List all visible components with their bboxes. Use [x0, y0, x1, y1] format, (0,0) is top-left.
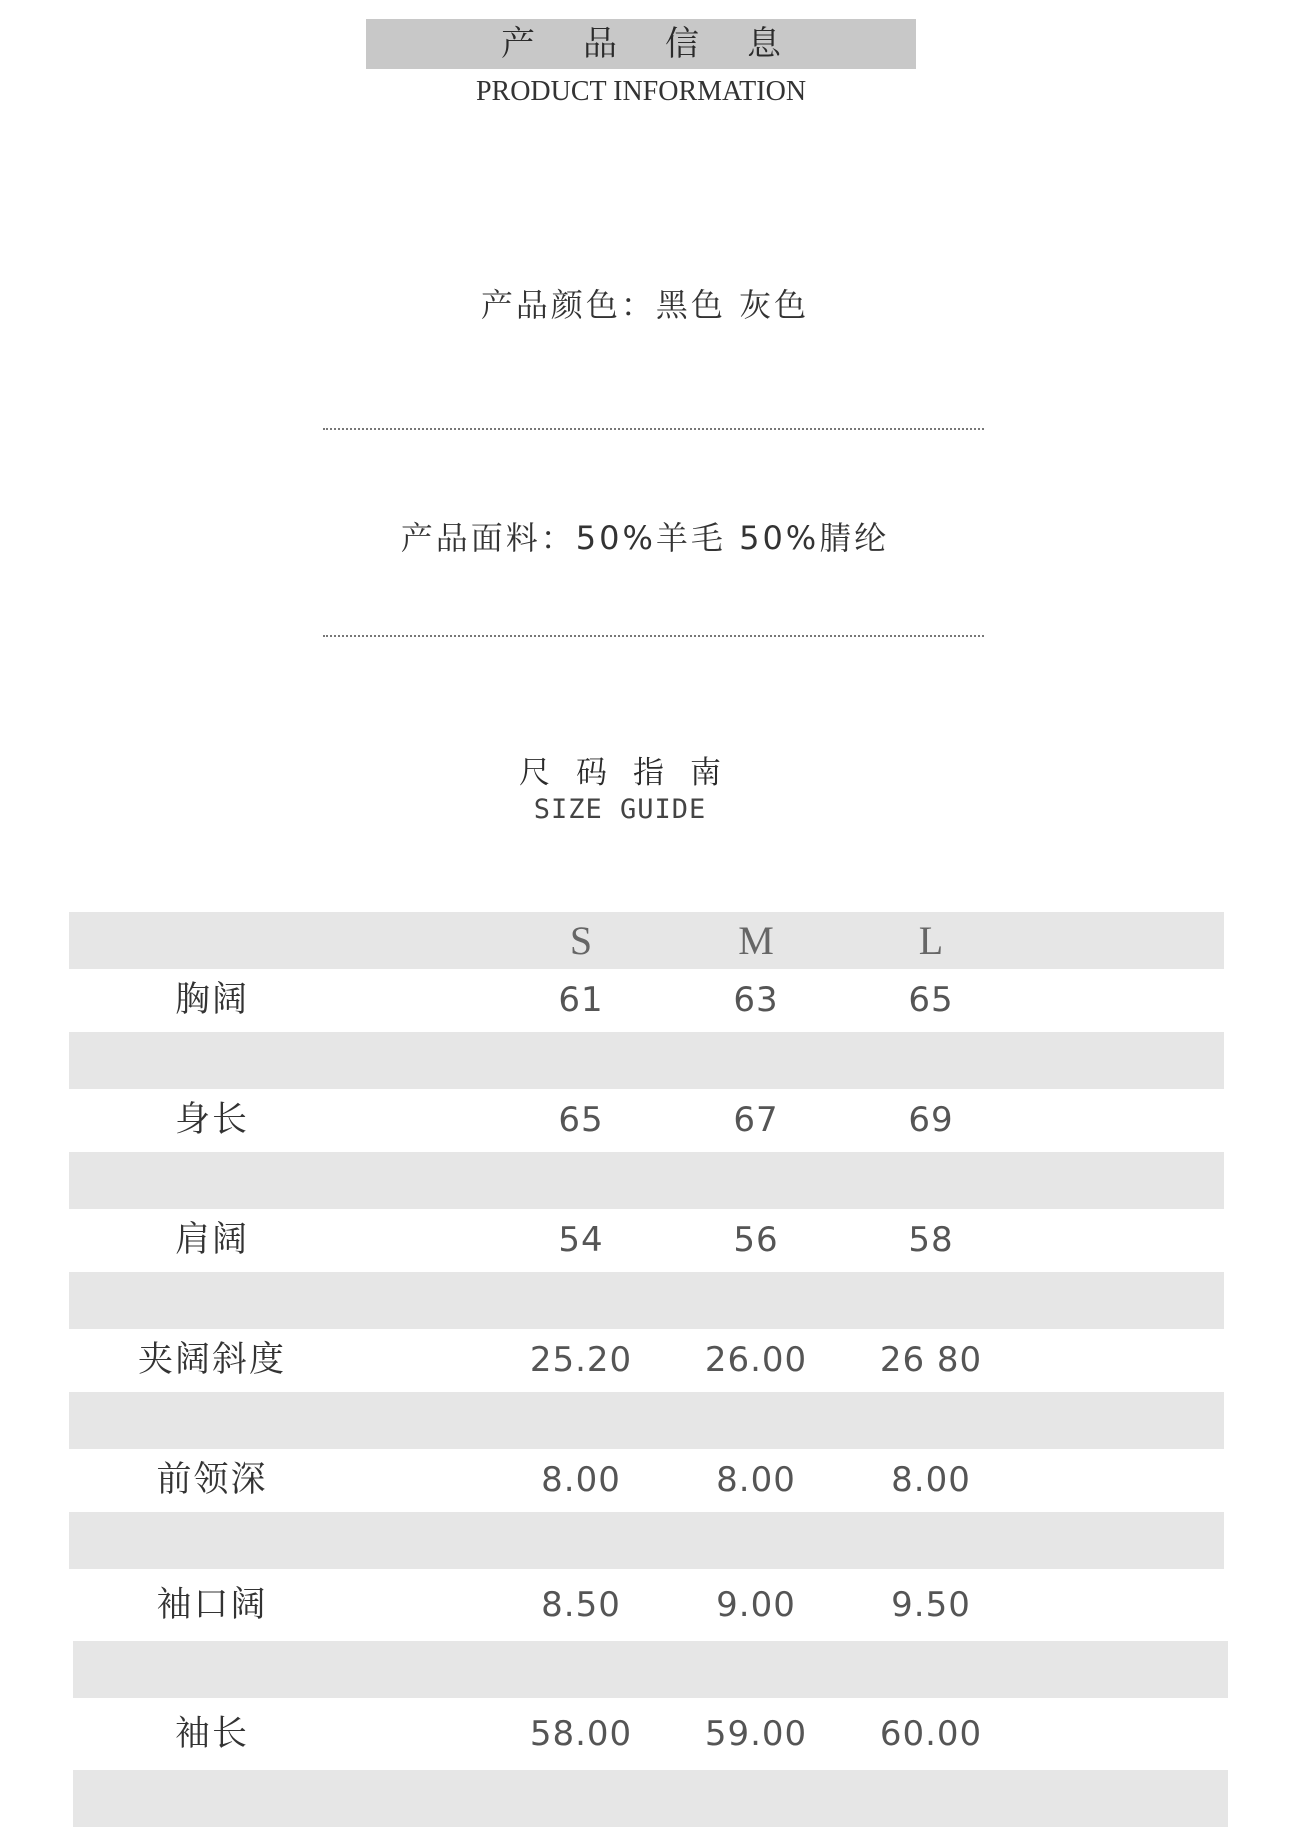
cell-m: 59.00 [704, 1714, 808, 1754]
size-table [0, 912, 1290, 1827]
row-label: 肩阔 [174, 1220, 249, 1260]
cell-l: 69 [908, 1100, 954, 1140]
cell-m: 56 [733, 1220, 779, 1260]
cell-s: 8.00 [541, 1460, 621, 1500]
row-label: 袖口阔 [156, 1585, 268, 1625]
cell-s: 65 [558, 1100, 604, 1140]
cell-l: 9.50 [891, 1585, 971, 1625]
row-separator-band [69, 1272, 1224, 1329]
cell-l: 60.00 [879, 1714, 983, 1754]
size-header-s: S [569, 918, 593, 963]
product-info-subtitle: PRODUCT INFORMATION [475, 76, 807, 107]
size-header-l: L [918, 918, 944, 963]
table-row [0, 969, 1290, 1032]
table-row [0, 1209, 1290, 1272]
table-row [0, 1698, 1290, 1770]
size-header-row [69, 912, 1224, 969]
size-header-m: M [738, 918, 774, 963]
cell-s: 54 [558, 1220, 604, 1260]
table-row [0, 1569, 1290, 1641]
cell-m: 8.00 [716, 1460, 796, 1500]
cell-l: 58 [908, 1220, 954, 1260]
row-separator-band [69, 1512, 1224, 1569]
cell-m: 26.00 [704, 1340, 808, 1380]
cell-s: 61 [558, 980, 604, 1020]
size-guide-title: 尺码指南 [519, 755, 747, 791]
row-separator-band [69, 1392, 1224, 1449]
cell-l: 26 80 [879, 1340, 983, 1380]
row-separator-band [73, 1641, 1228, 1698]
divider-dotted [323, 428, 984, 430]
table-row [0, 1449, 1290, 1512]
row-label: 胸阔 [174, 980, 249, 1020]
row-separator-band [69, 1032, 1224, 1089]
divider-dotted [323, 635, 984, 637]
cell-l: 8.00 [891, 1460, 971, 1500]
row-label: 前领深 [156, 1460, 268, 1500]
row-label: 身长 [174, 1100, 249, 1140]
row-separator-band [69, 1152, 1224, 1209]
cell-s: 58.00 [529, 1714, 633, 1754]
cell-m: 9.00 [716, 1585, 796, 1625]
cell-m: 63 [733, 980, 779, 1020]
product-fabric-line: 产品面料：50%羊毛 50%腈纶 [400, 519, 890, 557]
cell-s: 25.20 [529, 1340, 633, 1380]
product-info-banner: 产品信息 [366, 19, 916, 69]
cell-m: 67 [733, 1100, 779, 1140]
size-guide-subtitle: SIZE GUIDE [533, 794, 707, 825]
row-label: 夹阔斜度 [137, 1340, 286, 1380]
table-row [0, 1329, 1290, 1392]
cell-s: 8.50 [541, 1585, 621, 1625]
product-color-line: 产品颜色：黑色 灰色 [480, 286, 810, 324]
table-row [0, 1089, 1290, 1152]
cell-l: 65 [908, 980, 954, 1020]
row-label: 袖长 [174, 1714, 249, 1754]
row-separator-band [73, 1770, 1228, 1827]
